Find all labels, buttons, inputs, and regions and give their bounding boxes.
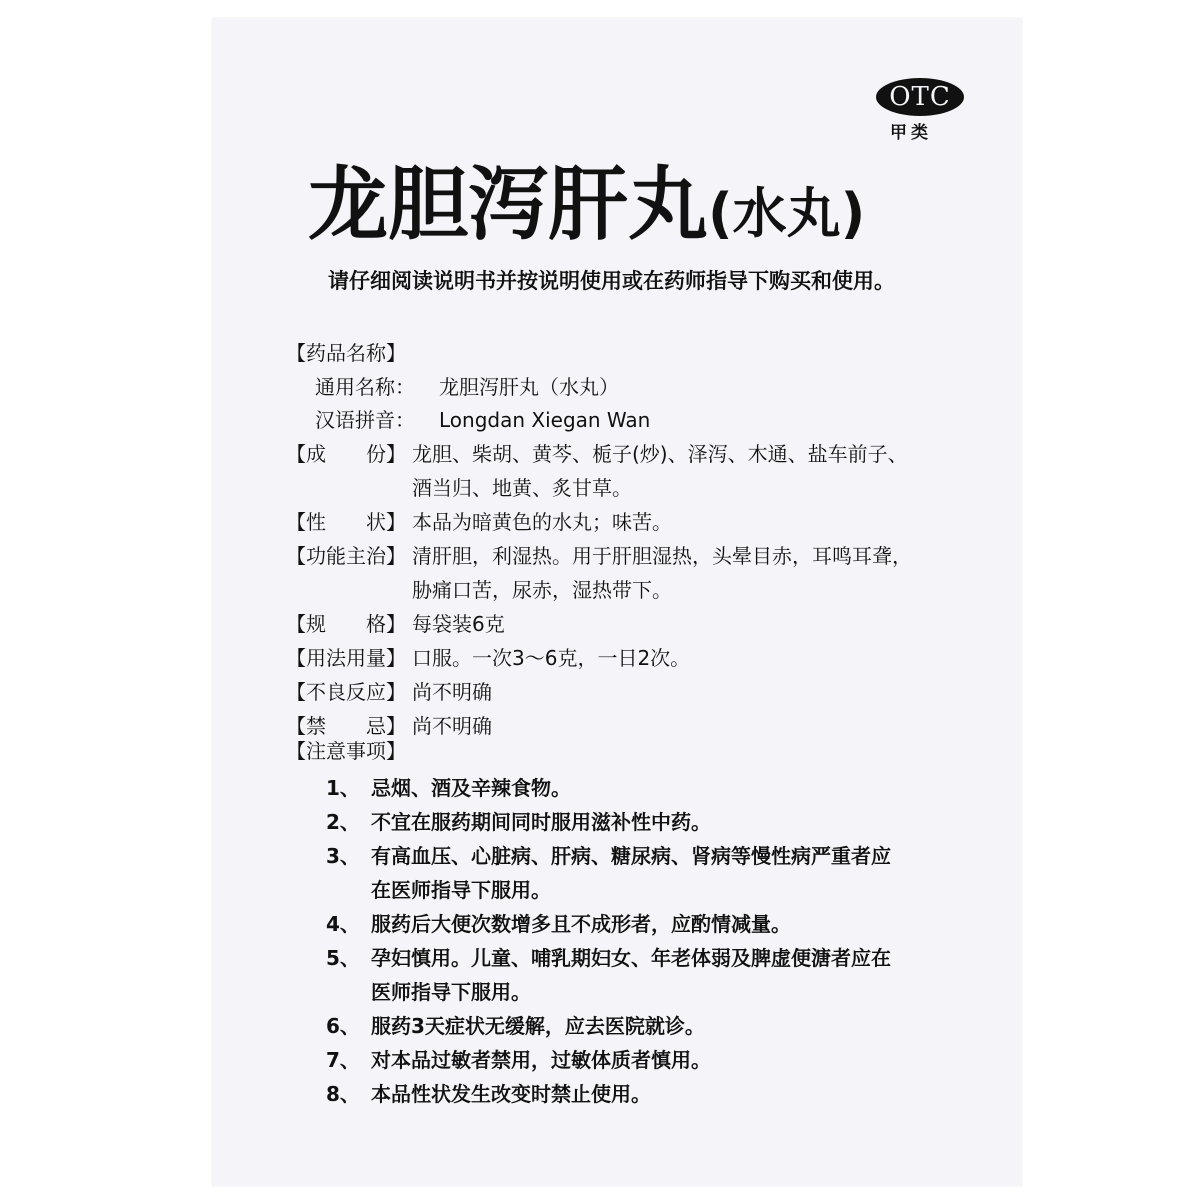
precaution-number: 3、 [326,844,360,868]
precaution-number: 4、 [326,912,360,936]
precaution-item [326,1044,976,1072]
product-title [308,158,866,251]
field-value-line: 尚不明确 [412,680,492,704]
precaution-item [326,806,976,834]
precaution-number: 5、 [326,946,360,970]
precaution-item [326,942,976,970]
field-value-line: 口服。一次3～6克，一日2次。 [412,646,691,670]
field-label: 【禁 忌】 [286,714,406,738]
precaution-number: 8、 [326,1082,360,1106]
precaution-number: 2、 [326,810,360,834]
title-sub: (水丸) [708,182,866,245]
title-main: 龙胆泻肝丸 [308,158,708,251]
precaution-text: 在医师指导下服用。 [371,878,551,902]
generic-name-value: 龙胆泻肝丸（水丸） [439,375,619,399]
pinyin-row [315,404,650,433]
field-value-line: 每袋装6克 [412,612,505,636]
precaution-item [326,772,976,800]
precaution-text: 服药后大便次数增多且不成形者，应酌情减量。 [371,912,791,936]
precaution-text: 医师指导下服用。 [371,980,531,1004]
field-value-line: 龙胆、柴胡、黄芩、栀子(炒)、泽泻、木通、盐车前子、 [412,442,908,466]
precaution-text: 本品性状发生改变时禁止使用。 [371,1082,651,1106]
pinyin-key: 汉语拼音： [315,408,415,432]
precaution-text: 对本品过敏者禁用，过敏体质者慎用。 [371,1048,711,1072]
field-label: 【性 状】 [286,510,406,534]
field-value-line: 尚不明确 [412,714,492,738]
generic-name-key: 通用名称： [315,375,415,399]
field-value-line: 胁痛口苦，尿赤，湿热带下。 [412,578,672,602]
precaution-item [326,908,976,936]
otc-badge [876,78,964,116]
field-value-line: 清肝胆，利湿热。用于肝胆湿热，头晕目赤，耳鸣耳聋， [412,544,912,568]
precaution-number: 6、 [326,1014,360,1038]
precautions-heading: 【注意事项】 [286,739,406,763]
field-label: 【功能主治】 [286,544,406,568]
precaution-number: 7、 [326,1048,360,1072]
pinyin-value: Longdan Xiegan Wan [439,408,651,432]
otc-mark: OTC [889,82,951,112]
generic-name-row [315,371,619,400]
precaution-item [326,840,976,868]
otc-class-label: 甲类 [890,123,932,143]
precaution-text: 孕妇慎用。儿童、哺乳期妇女、年老体弱及脾虚便溏者应在 [371,946,891,970]
precaution-text: 忌烟、酒及辛辣食物。 [371,776,571,800]
precaution-text: 有高血压、心脏病、肝病、糖尿病、肾病等慢性病严重者应 [371,844,891,868]
precaution-text: 不宜在服药期间同时服用滋补性中药。 [371,810,711,834]
field-value-line: 本品为暗黄色的水丸；味苦。 [412,510,672,534]
precaution-item [326,976,976,1004]
field-label: 【用法用量】 [286,646,406,670]
field-label: 【规 格】 [286,612,406,636]
name-section-heading: 【药品名称】 [286,341,406,365]
field-label: 【不良反应】 [286,680,406,704]
precaution-item [326,1078,976,1106]
field-label: 【成 份】 [286,442,406,466]
precaution-item [326,1010,976,1038]
field-value-line: 酒当归、地黄、炙甘草。 [412,476,632,500]
usage-notice: 请仔细阅读说明书并按说明使用或在药师指导下购买和使用。 [328,269,895,293]
precaution-item [326,874,976,902]
precaution-number: 1、 [326,776,360,800]
precaution-text: 服药3天症状无缓解，应去医院就诊。 [371,1014,705,1038]
